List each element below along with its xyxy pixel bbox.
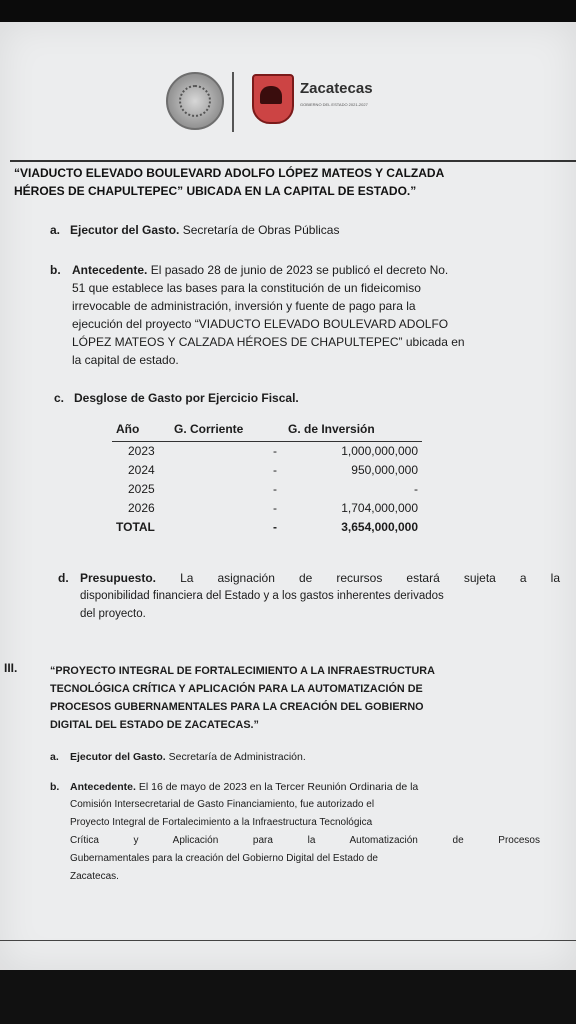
table-cell-year: 2026 (128, 501, 155, 515)
table-cell-corriente: - (273, 482, 277, 496)
table-cell-corriente: - (273, 463, 277, 477)
section-III-b-line-1 (70, 780, 548, 794)
section-III-numeral: III. (4, 661, 18, 675)
table-header-corriente: G. Corriente (174, 422, 244, 436)
footer-rule (0, 940, 576, 941)
brand-name: Zacatecas (300, 80, 373, 97)
table-total-inversion: 3,654,000,000 (341, 520, 418, 534)
section-III-a-text: Secretaría de Administración. (168, 751, 306, 763)
table-header-year: Año (116, 422, 140, 436)
section-b-line-5: LÓPEZ MATEOS Y CALZADA HÉROES DE CHAPULTEPEC” ubicada en (72, 335, 465, 349)
section-d-text-1: La asignación de recursos estará sujeta a la (180, 571, 560, 585)
table-cell-inversion: 1,000,000,000 (341, 444, 418, 458)
section-d-line-2: disponibilidad financiera del Estado y a los gastos inherentes derivados (80, 590, 444, 602)
national-seal-icon (166, 72, 224, 130)
table-header-rule (112, 441, 422, 442)
section-III-b-label: Antecedente. (70, 781, 136, 793)
project-title-line-2: HÉROES DE CHAPULTEPEC” UBICADA EN LA CAPITAL DE ESTADO.” (14, 184, 417, 198)
section-III-a-label: Ejecutor del Gasto. (70, 751, 166, 763)
section-d-marker: d. (58, 571, 69, 585)
table-cell-inversion: 1,704,000,000 (341, 501, 418, 515)
section-a-marker: a. (50, 223, 61, 237)
table-cell-year: 2024 (128, 463, 155, 477)
section-a-text: Secretaría de Obras Públicas (182, 223, 340, 237)
dark-background (0, 970, 576, 1024)
table-cell-year: 2025 (128, 482, 155, 496)
table-header-inversion: G. de Inversión (288, 422, 375, 436)
section-III-title-3: PROCESOS GUBERNAMENTALES PARA LA CREACIÓN DEL GOBIERNO (50, 701, 424, 713)
document-header (160, 60, 480, 140)
table-total-corriente: - (273, 520, 277, 534)
section-a-label: Ejecutor del Gasto. (70, 223, 180, 237)
section-b-text-1: El pasado 28 de junio de 2023 se publicó el decreto No. (150, 263, 449, 277)
zacatecas-shield-icon (252, 74, 294, 124)
section-b-line-3: irrevocable de administración, inversión y fuente de pago para la (72, 299, 416, 313)
table-cell-inversion: 950,000,000 (351, 463, 418, 477)
section-b-line-4: ejecución del proyecto “VIADUCTO ELEVADO BOULEVARD ADOLFO (72, 317, 449, 331)
section-b-label: Antecedente. (72, 263, 148, 277)
section-III-b-line-6: Zacatecas. (70, 871, 119, 882)
table-cell-corriente: - (273, 501, 277, 515)
header-divider (232, 72, 234, 132)
section-b-line-6: la capital de estado. (72, 353, 179, 367)
header-rule (10, 160, 576, 162)
section-III-a-line (70, 750, 306, 764)
section-III-title-4: DIGITAL DEL ESTADO DE ZACATECAS.” (50, 719, 259, 731)
section-d-line-3: del proyecto. (80, 608, 146, 620)
section-d-label: Presupuesto. (80, 571, 157, 585)
section-c-marker: c. (54, 391, 65, 405)
section-III-b-line-5: Gubernamentales para la creación del Gobierno Digital del Estado de (70, 853, 378, 864)
section-III-b-line-3: Proyecto Integral de Fortalecimiento a la Infraestructura Tecnológica (70, 817, 373, 828)
section-III-b-marker: b. (50, 781, 60, 793)
brand-subtitle: GOBIERNO DEL ESTADO 2021-2027 (300, 102, 368, 107)
table-total-label: TOTAL (116, 520, 155, 534)
section-b-marker: b. (50, 263, 61, 277)
section-c-label: Desglose de Gasto por Ejercicio Fiscal. (74, 391, 299, 405)
section-III-b-text-1: El 16 de mayo de 2023 en la Tercer Reunión Ordinaria de la (138, 781, 419, 793)
section-III-title-1: “PROYECTO INTEGRAL DE FORTALECIMIENTO A LA INFRAESTRUCTURA (50, 665, 435, 677)
section-III-b-line-2: Comisión Intersecretarial de Gasto Financiamiento, fue autorizado el (70, 799, 375, 810)
section-d-line-1 (80, 570, 560, 586)
table-cell-year: 2023 (128, 444, 155, 458)
section-III-title-2: TECNOLÓGICA CRÍTICA Y APLICACIÓN PARA LA AUTOMATIZACIÓN DE (50, 683, 423, 695)
table-cell-inversion: - (414, 482, 418, 496)
project-title-line-1: “VIADUCTO ELEVADO BOULEVARD ADOLFO LÓPEZ MATEOS Y CALZADA (14, 166, 445, 180)
section-b-line-1 (72, 262, 568, 278)
section-III-b-line-4: Crítica y Aplicación para la Automatización de Procesos (70, 835, 540, 846)
table-cell-corriente: - (273, 444, 277, 458)
section-a-line (70, 222, 339, 238)
section-b-line-2: 51 que establece las bases para la constitución de un fideicomiso (72, 281, 421, 295)
section-III-a-marker: a. (50, 751, 59, 763)
